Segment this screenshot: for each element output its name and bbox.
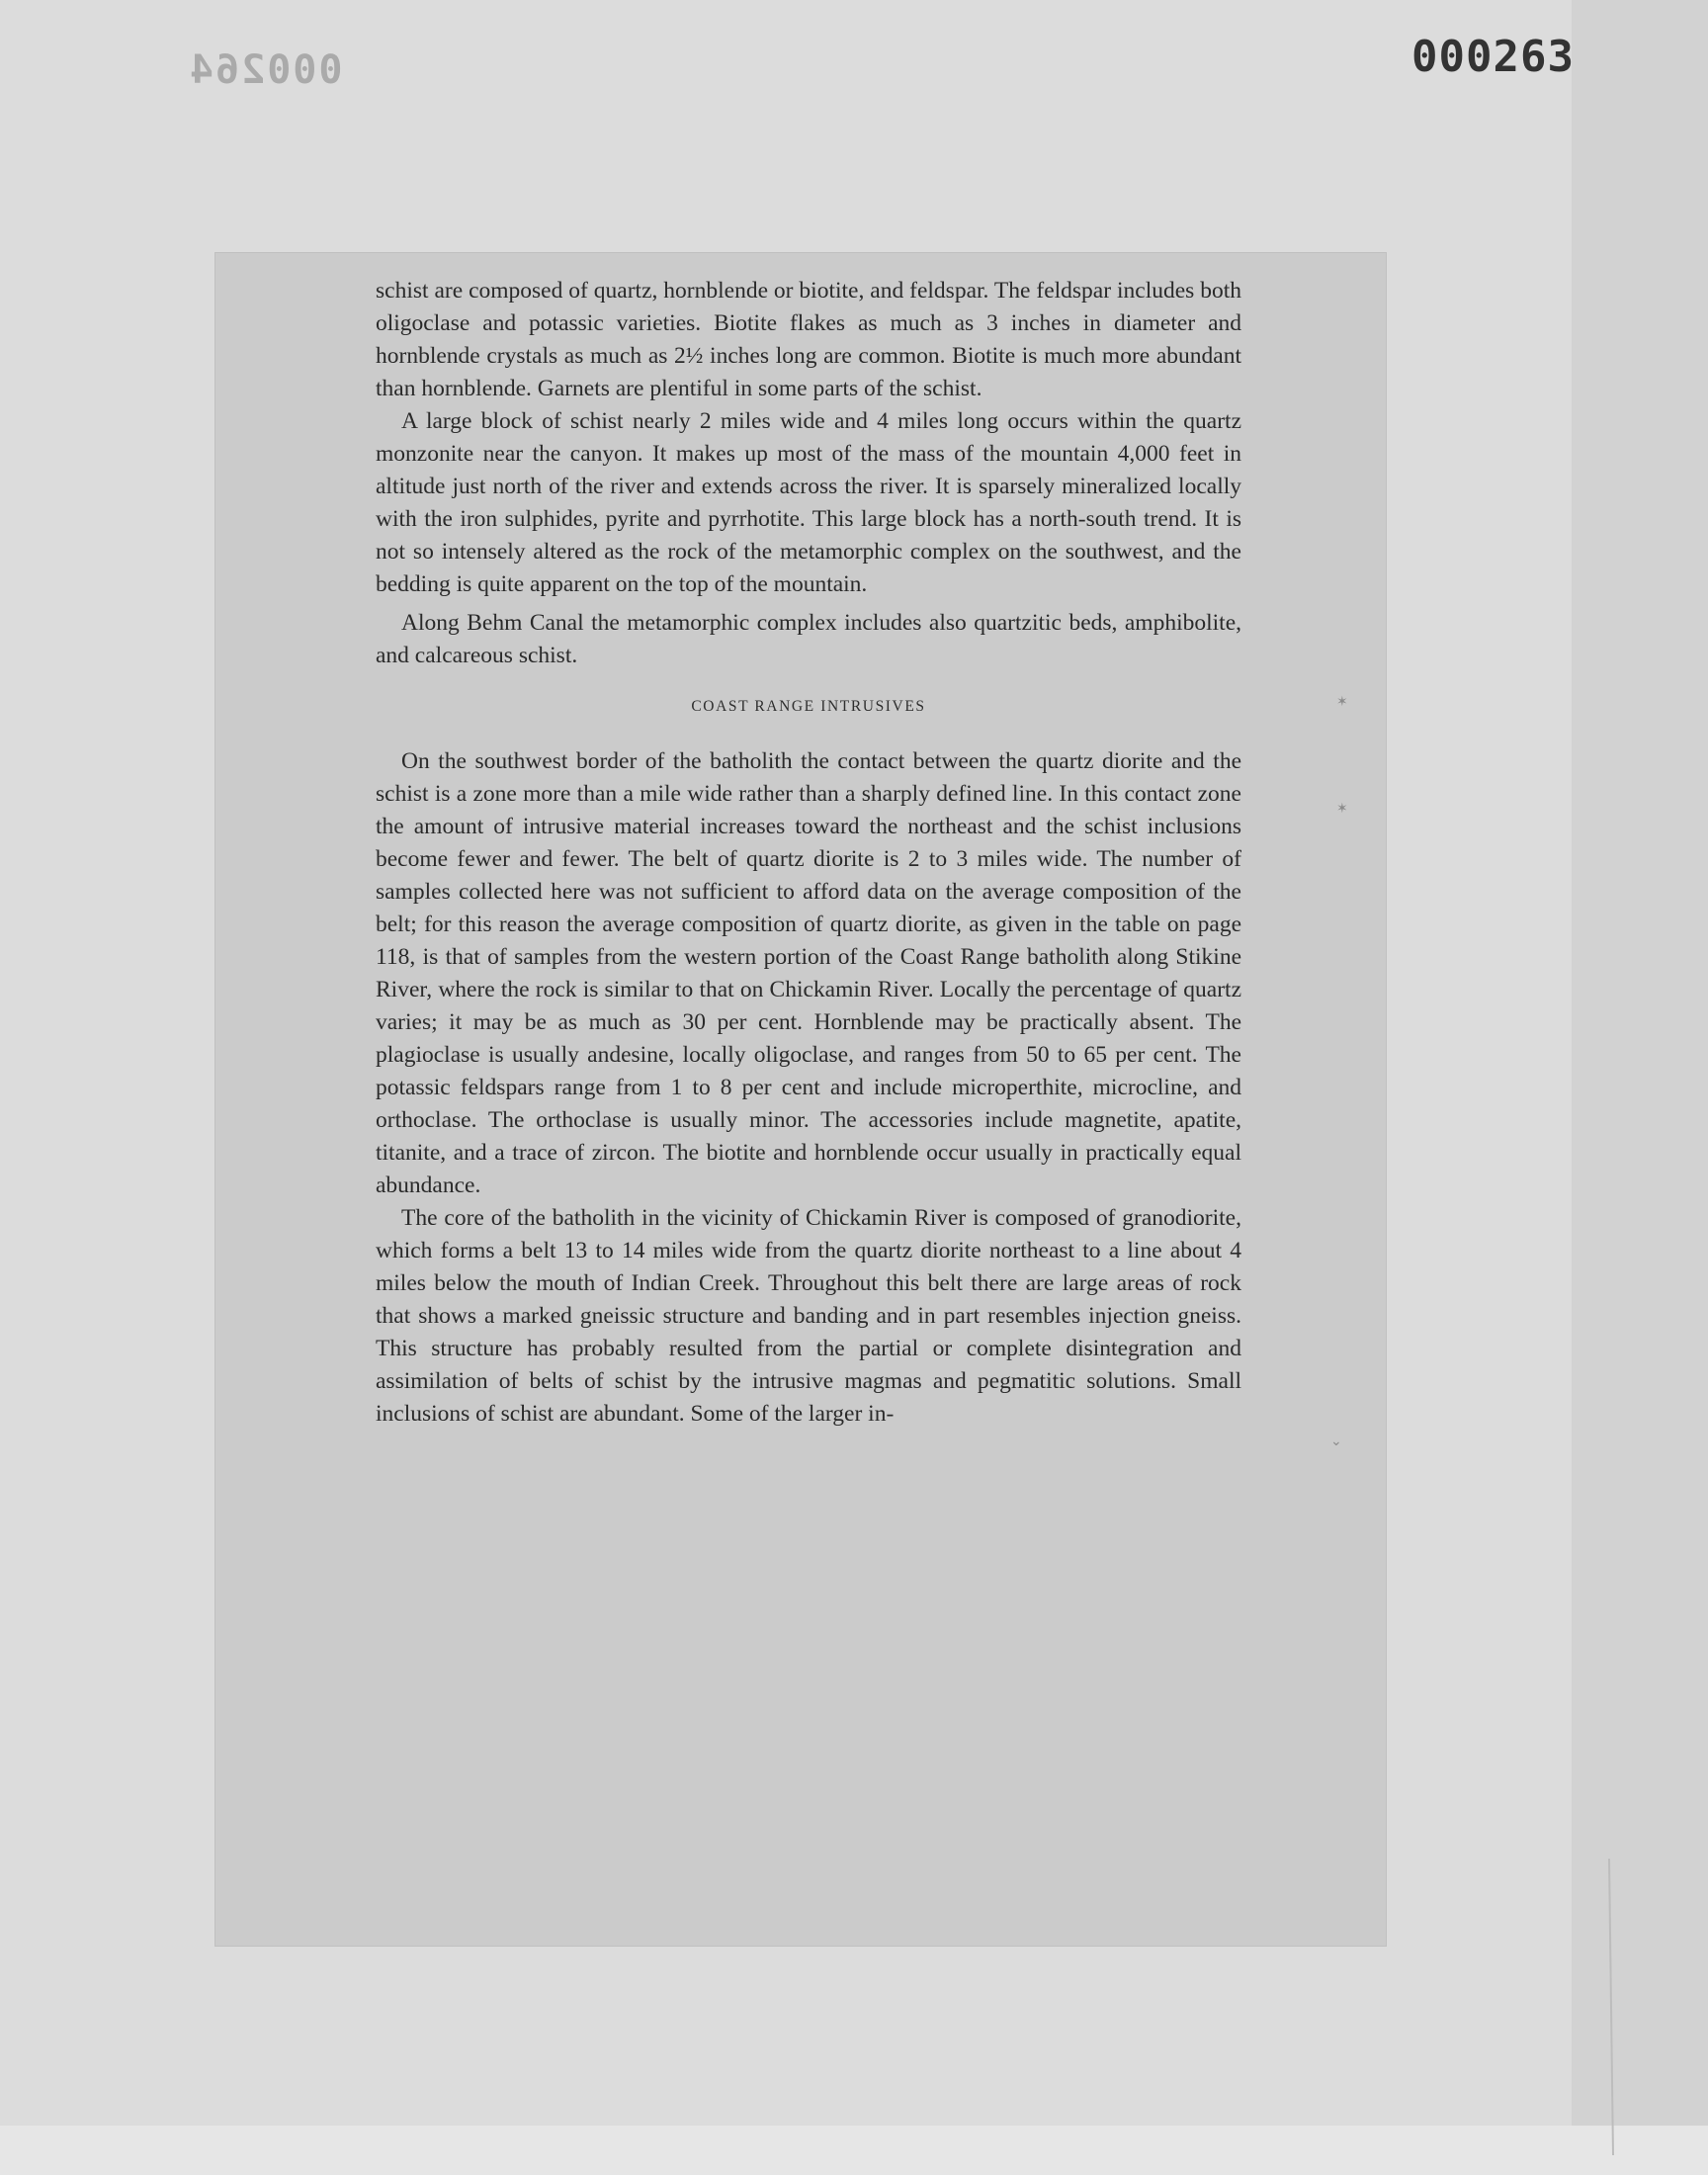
paragraph-schist-composition: schist are composed of quartz, hornblende or biotite, and feldspar. The feldspar includes both oligoclase and potassic varieties. Biotite flakes as much as 3 inches in diameter and hornblende crystals as much as 2½ inches long are common. Biotite is much more abundant than hornblende. Garnets are plentiful in some parts of the schist. bbox=[376, 278, 1241, 401]
mirrored-page-number: 000264 bbox=[188, 47, 343, 93]
page-body bbox=[376, 275, 1241, 1431]
section-heading: COAST RANGE INTRUSIVES bbox=[691, 698, 926, 715]
scan-speck: ⌄ bbox=[1330, 1434, 1342, 1449]
scan-speck: ✶ bbox=[1336, 694, 1348, 710]
paragraph-batholith-core: The core of the batholith in the vicinity of Chickamin River is composed of granodiorite, which forms a belt 13 to 14 miles wide from the quartz diorite northeast to a line about 4 miles below the mouth of Indian Creek. Throughout this belt there are large areas of rock that shows a marked gneissic structure and banding and in part resembles injection gneiss. This structure has probably resulted from the partial or complete disintegration and assimilation of belts of schist by the intrusive magmas and pegmatitic solutions. Small inclusions of schist are abundant. Some of the larger in- bbox=[376, 1205, 1241, 1427]
paragraph-schist-block: A large block of schist nearly 2 miles wide and 4 miles long occurs within the quartz monzonite near the canyon. It makes up most of the mass of the mountain 4,000 feet in altitude just north of the river and extends across the river. It is sparsely mineralized locally with the iron sulphides, pyrite and pyrrhotite. This large block has a north-south trend. It is not so intensely altered as the rock of the metamorphic complex on the southwest, and the bedding is quite apparent on the top of the mountain. bbox=[376, 408, 1241, 597]
paragraph-southwest-border: On the southwest border of the batholith the contact between the quartz diorite and the schist is a zone more than a mile wide rather than a sharply defined line. In this contact zone the amount of intrusive material increases toward the northeast and the schist inclusions become fewer and fewer. The belt of quartz diorite is 2 to 3 miles wide. The number of samples collected here was not sufficient to afford data on the average composition of the belt; for this reason the average composition of quartz diorite, as given in the table on page 118, is that of samples from the western portion of the Coast Range batholith along Stikine River, where the rock is similar to that on Chickamin River. Locally the percentage of quartz varies; it may be as much as 30 per cent. Hornblende may be practically absent. The plagioclase is usually andesine, locally oligoclase, and ranges from 50 to 65 per cent. The potassic feldspars range from 1 to 8 per cent and include microperthite, microcline, and orthoclase. The orthoclase is usually minor. The accessories include magnetite, apatite, titanite, and a trace of zircon. The biotite and hornblende occur usually in practically equal abundance. bbox=[376, 748, 1241, 1198]
scan-speck: ✶ bbox=[1336, 801, 1348, 817]
page-number: 000263 bbox=[1411, 32, 1575, 82]
paragraph-behm-canal: Along Behm Canal the metamorphic complex includes also quartzitic beds, amphibolite, and calcareous schist. bbox=[376, 610, 1241, 668]
